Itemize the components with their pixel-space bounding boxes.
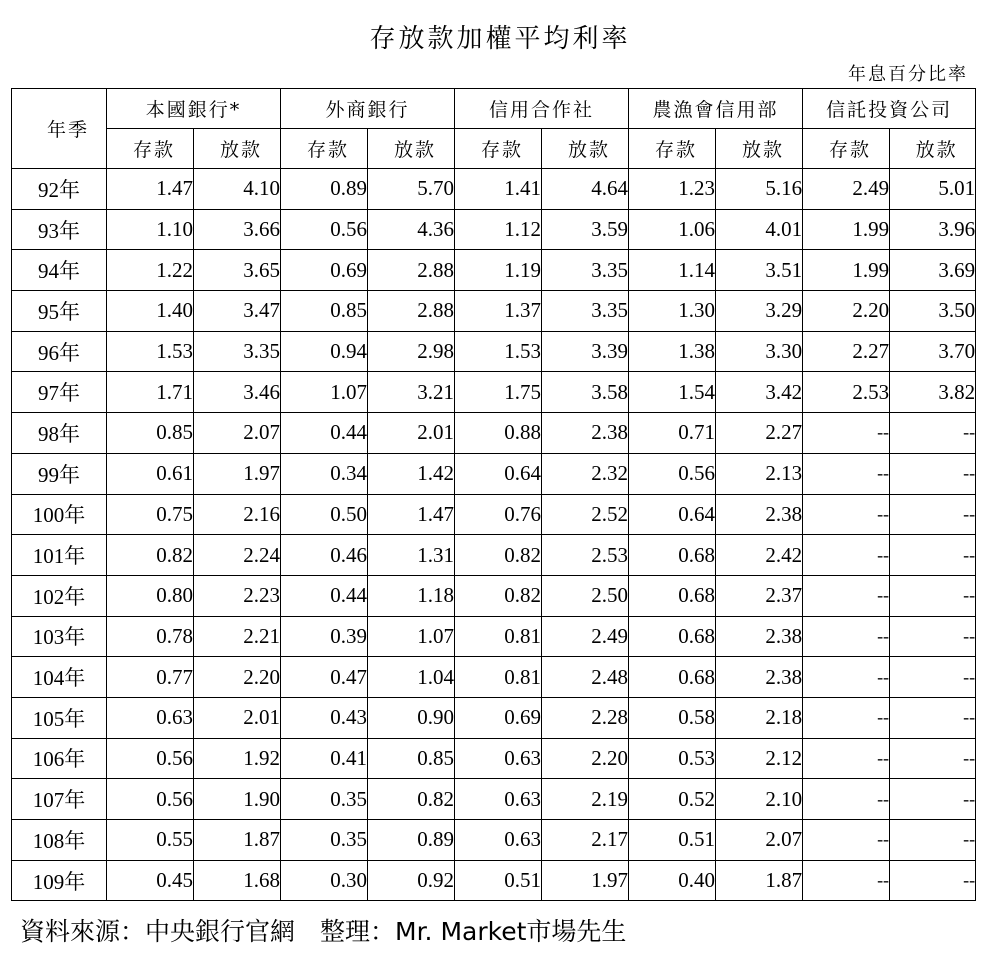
loan-rate-cell: 3.69 <box>890 250 976 291</box>
table-row <box>12 697 976 738</box>
deposit-rate-cell: 0.88 <box>455 413 542 454</box>
loan-rate-cell: 3.47 <box>194 291 281 332</box>
table-row <box>12 209 976 250</box>
loan-rate-cell: 2.48 <box>542 657 629 698</box>
deposit-rate-cell: 0.69 <box>455 697 542 738</box>
deposit-rate-cell: 1.54 <box>629 372 716 413</box>
group-header-credit-cooperatives: 信用合作社 <box>455 89 629 129</box>
loan-rate-cell: 1.31 <box>368 535 455 576</box>
loan-rate-cell: 1.92 <box>194 738 281 779</box>
loan-rate-cell: 2.23 <box>194 575 281 616</box>
deposit-rate-cell: -- <box>803 860 890 901</box>
deposit-rate-cell: -- <box>803 779 890 820</box>
deposit-subheader: 存款 <box>803 129 890 169</box>
loan-rate-cell: 3.39 <box>542 331 629 372</box>
deposit-rate-cell: 0.46 <box>281 535 368 576</box>
year-cell: 105年 <box>12 697 107 738</box>
deposit-subheader: 存款 <box>107 129 194 169</box>
deposit-rate-cell: 0.82 <box>455 535 542 576</box>
loan-rate-cell: -- <box>890 494 976 535</box>
deposit-rate-cell: 1.47 <box>107 169 194 210</box>
table-row <box>12 372 976 413</box>
loan-rate-cell: 5.16 <box>716 169 803 210</box>
year-cell: 107年 <box>12 779 107 820</box>
page-title: 存放款加權平均利率 <box>369 24 631 54</box>
loan-rate-cell: 2.01 <box>368 413 455 454</box>
loan-rate-cell: 1.18 <box>368 575 455 616</box>
loan-rate-cell: 1.97 <box>194 453 281 494</box>
loan-rate-cell: 2.10 <box>716 779 803 820</box>
deposit-rate-cell: -- <box>803 575 890 616</box>
loan-rate-cell: 2.88 <box>368 291 455 332</box>
deposit-rate-cell: 0.30 <box>281 860 368 901</box>
deposit-rate-cell: 0.85 <box>281 291 368 332</box>
deposit-rate-cell: 0.68 <box>629 616 716 657</box>
deposit-rate-cell: -- <box>803 616 890 657</box>
loan-rate-cell: 0.90 <box>368 697 455 738</box>
loan-rate-cell: 2.88 <box>368 250 455 291</box>
loan-rate-cell: 3.30 <box>716 331 803 372</box>
table-row <box>12 331 976 372</box>
loan-rate-cell: 2.20 <box>542 738 629 779</box>
loan-subheader: 放款 <box>194 129 281 169</box>
deposit-rate-cell: 1.07 <box>281 372 368 413</box>
year-cell: 108年 <box>12 820 107 861</box>
deposit-rate-cell: 0.39 <box>281 616 368 657</box>
year-cell: 99年 <box>12 453 107 494</box>
loan-rate-cell: -- <box>890 616 976 657</box>
deposit-rate-cell: 0.89 <box>281 169 368 210</box>
table-row <box>12 250 976 291</box>
loan-rate-cell: 3.66 <box>194 209 281 250</box>
loan-rate-cell: 3.51 <box>716 250 803 291</box>
group-header-farmers-fishermen-credit: 農漁會信用部 <box>629 89 803 129</box>
loan-rate-cell: 5.70 <box>368 169 455 210</box>
loan-rate-cell: 4.64 <box>542 169 629 210</box>
deposit-rate-cell: 0.69 <box>281 250 368 291</box>
loan-rate-cell: 2.20 <box>194 657 281 698</box>
loan-rate-cell: 2.21 <box>194 616 281 657</box>
deposit-rate-cell: 1.53 <box>455 331 542 372</box>
loan-rate-cell: 4.10 <box>194 169 281 210</box>
deposit-rate-cell: 0.61 <box>107 453 194 494</box>
loan-rate-cell: 2.13 <box>716 453 803 494</box>
deposit-rate-cell: -- <box>803 453 890 494</box>
deposit-rate-cell: 2.20 <box>803 291 890 332</box>
loan-rate-cell: 2.24 <box>194 535 281 576</box>
deposit-rate-cell: 0.63 <box>455 820 542 861</box>
year-cell: 100年 <box>12 494 107 535</box>
loan-rate-cell: 2.18 <box>716 697 803 738</box>
year-cell: 109年 <box>12 860 107 901</box>
loan-rate-cell: 1.04 <box>368 657 455 698</box>
deposit-rate-cell: 2.49 <box>803 169 890 210</box>
loan-rate-cell: -- <box>890 535 976 576</box>
loan-rate-cell: 2.53 <box>542 535 629 576</box>
loan-rate-cell: 0.89 <box>368 820 455 861</box>
rates-table <box>11 88 976 901</box>
loan-subheader: 放款 <box>716 129 803 169</box>
loan-subheader: 放款 <box>368 129 455 169</box>
loan-rate-cell: 2.27 <box>716 413 803 454</box>
deposit-rate-cell: 0.35 <box>281 820 368 861</box>
loan-rate-cell: 2.32 <box>542 453 629 494</box>
loan-rate-cell: 3.70 <box>890 331 976 372</box>
deposit-rate-cell: 0.35 <box>281 779 368 820</box>
deposit-rate-cell: 1.19 <box>455 250 542 291</box>
deposit-rate-cell: 0.51 <box>455 860 542 901</box>
table-row <box>12 291 976 332</box>
deposit-rate-cell: 2.53 <box>803 372 890 413</box>
year-cell: 95年 <box>12 291 107 332</box>
loan-rate-cell: 2.01 <box>194 697 281 738</box>
deposit-rate-cell: 0.43 <box>281 697 368 738</box>
deposit-rate-cell: -- <box>803 535 890 576</box>
loan-rate-cell: 4.36 <box>368 209 455 250</box>
deposit-rate-cell: 1.53 <box>107 331 194 372</box>
deposit-rate-cell: -- <box>803 413 890 454</box>
loan-rate-cell: 5.01 <box>890 169 976 210</box>
loan-rate-cell: 3.65 <box>194 250 281 291</box>
deposit-rate-cell: 0.56 <box>281 209 368 250</box>
deposit-rate-cell: -- <box>803 657 890 698</box>
deposit-rate-cell: 0.64 <box>455 453 542 494</box>
deposit-rate-cell: 0.56 <box>629 453 716 494</box>
table-row <box>12 453 976 494</box>
table-row <box>12 575 976 616</box>
deposit-rate-cell: 0.81 <box>455 616 542 657</box>
deposit-rate-cell: 0.64 <box>629 494 716 535</box>
deposit-rate-cell: 0.56 <box>107 779 194 820</box>
table-row <box>12 860 976 901</box>
loan-rate-cell: 2.17 <box>542 820 629 861</box>
deposit-rate-cell: 0.77 <box>107 657 194 698</box>
loan-rate-cell: 1.87 <box>716 860 803 901</box>
year-cell: 96年 <box>12 331 107 372</box>
loan-rate-cell: 1.90 <box>194 779 281 820</box>
deposit-rate-cell: 0.68 <box>629 535 716 576</box>
deposit-rate-cell: 0.78 <box>107 616 194 657</box>
deposit-rate-cell: -- <box>803 738 890 779</box>
loan-rate-cell: 2.38 <box>716 616 803 657</box>
deposit-rate-cell: 0.94 <box>281 331 368 372</box>
table-row <box>12 494 976 535</box>
deposit-rate-cell: 1.12 <box>455 209 542 250</box>
loan-rate-cell: 3.21 <box>368 372 455 413</box>
loan-rate-cell: 2.38 <box>716 657 803 698</box>
year-cell: 98年 <box>12 413 107 454</box>
deposit-rate-cell: 0.63 <box>455 738 542 779</box>
loan-rate-cell: 3.59 <box>542 209 629 250</box>
deposit-rate-cell: 1.41 <box>455 169 542 210</box>
loan-rate-cell: 2.98 <box>368 331 455 372</box>
deposit-rate-cell: 1.10 <box>107 209 194 250</box>
deposit-rate-cell: 0.76 <box>455 494 542 535</box>
deposit-rate-cell: 0.41 <box>281 738 368 779</box>
deposit-rate-cell: 1.99 <box>803 209 890 250</box>
loan-rate-cell: 1.07 <box>368 616 455 657</box>
loan-rate-cell: -- <box>890 657 976 698</box>
year-cell: 104年 <box>12 657 107 698</box>
table-row <box>12 657 976 698</box>
loan-rate-cell: -- <box>890 738 976 779</box>
year-cell: 94年 <box>12 250 107 291</box>
deposit-rate-cell: 0.34 <box>281 453 368 494</box>
loan-rate-cell: 0.92 <box>368 860 455 901</box>
loan-rate-cell: 2.38 <box>542 413 629 454</box>
deposit-rate-cell: 2.27 <box>803 331 890 372</box>
deposit-rate-cell: 0.53 <box>629 738 716 779</box>
loan-rate-cell: 1.97 <box>542 860 629 901</box>
table-row <box>12 820 976 861</box>
deposit-rate-cell: 0.44 <box>281 575 368 616</box>
deposit-rate-cell: 1.40 <box>107 291 194 332</box>
loan-rate-cell: 3.50 <box>890 291 976 332</box>
loan-rate-cell: 2.19 <box>542 779 629 820</box>
loan-rate-cell: 3.58 <box>542 372 629 413</box>
group-header-trust-investment: 信託投資公司 <box>803 89 976 129</box>
deposit-rate-cell: 0.82 <box>455 575 542 616</box>
loan-rate-cell: 2.37 <box>716 575 803 616</box>
table-row <box>12 535 976 576</box>
loan-rate-cell: 2.49 <box>542 616 629 657</box>
loan-rate-cell: 2.52 <box>542 494 629 535</box>
year-cell: 92年 <box>12 169 107 210</box>
loan-rate-cell: -- <box>890 860 976 901</box>
loan-rate-cell: 3.35 <box>542 250 629 291</box>
loan-rate-cell: 3.35 <box>194 331 281 372</box>
loan-rate-cell: 2.28 <box>542 697 629 738</box>
deposit-rate-cell: 0.55 <box>107 820 194 861</box>
year-column-header: 年季 <box>12 89 107 169</box>
loan-rate-cell: 3.29 <box>716 291 803 332</box>
deposit-rate-cell: 0.56 <box>107 738 194 779</box>
loan-rate-cell: 2.50 <box>542 575 629 616</box>
deposit-rate-cell: -- <box>803 697 890 738</box>
deposit-rate-cell: 0.44 <box>281 413 368 454</box>
loan-rate-cell: 2.42 <box>716 535 803 576</box>
deposit-rate-cell: -- <box>803 494 890 535</box>
deposit-rate-cell: 1.38 <box>629 331 716 372</box>
deposit-rate-cell: 0.81 <box>455 657 542 698</box>
loan-rate-cell: 2.07 <box>194 413 281 454</box>
deposit-rate-cell: 1.22 <box>107 250 194 291</box>
loan-rate-cell: 2.07 <box>716 820 803 861</box>
deposit-rate-cell: 0.85 <box>107 413 194 454</box>
deposit-rate-cell: 0.71 <box>629 413 716 454</box>
loan-rate-cell: 1.42 <box>368 453 455 494</box>
loan-rate-cell: -- <box>890 779 976 820</box>
deposit-rate-cell: 0.50 <box>281 494 368 535</box>
deposit-rate-cell: 1.37 <box>455 291 542 332</box>
deposit-rate-cell: 1.71 <box>107 372 194 413</box>
deposit-rate-cell: 0.68 <box>629 657 716 698</box>
deposit-rate-cell: 0.51 <box>629 820 716 861</box>
loan-rate-cell: 2.12 <box>716 738 803 779</box>
table-row <box>12 779 976 820</box>
loan-rate-cell: 3.82 <box>890 372 976 413</box>
loan-rate-cell: -- <box>890 453 976 494</box>
deposit-rate-cell: 0.75 <box>107 494 194 535</box>
loan-rate-cell: 2.38 <box>716 494 803 535</box>
table-row <box>12 413 976 454</box>
loan-subheader: 放款 <box>890 129 976 169</box>
deposit-rate-cell: 0.40 <box>629 860 716 901</box>
table-body <box>12 169 976 901</box>
deposit-rate-cell: 0.68 <box>629 575 716 616</box>
loan-rate-cell: -- <box>890 413 976 454</box>
deposit-rate-cell: 0.47 <box>281 657 368 698</box>
deposit-rate-cell: 1.06 <box>629 209 716 250</box>
deposit-rate-cell: 0.63 <box>455 779 542 820</box>
loan-rate-cell: 3.96 <box>890 209 976 250</box>
year-cell: 101年 <box>12 535 107 576</box>
loan-rate-cell: -- <box>890 697 976 738</box>
deposit-subheader: 存款 <box>629 129 716 169</box>
loan-rate-cell: 3.35 <box>542 291 629 332</box>
year-cell: 93年 <box>12 209 107 250</box>
loan-rate-cell: 4.01 <box>716 209 803 250</box>
deposit-subheader: 存款 <box>455 129 542 169</box>
deposit-rate-cell: 1.23 <box>629 169 716 210</box>
table-row <box>12 616 976 657</box>
table-row <box>12 169 976 210</box>
deposit-rate-cell: 0.52 <box>629 779 716 820</box>
loan-subheader: 放款 <box>542 129 629 169</box>
loan-rate-cell: 2.16 <box>194 494 281 535</box>
deposit-rate-cell: 1.75 <box>455 372 542 413</box>
table-row <box>12 738 976 779</box>
loan-rate-cell: 0.82 <box>368 779 455 820</box>
deposit-rate-cell: 0.82 <box>107 535 194 576</box>
deposit-rate-cell: 0.58 <box>629 697 716 738</box>
loan-rate-cell: 3.46 <box>194 372 281 413</box>
loan-rate-cell: 1.87 <box>194 820 281 861</box>
deposit-rate-cell: 0.45 <box>107 860 194 901</box>
deposit-rate-cell: 1.99 <box>803 250 890 291</box>
deposit-subheader: 存款 <box>281 129 368 169</box>
deposit-rate-cell: 1.14 <box>629 250 716 291</box>
source-note: 資料來源：中央銀行官網 整理：Mr. Market市場先生 <box>20 917 627 946</box>
deposit-rate-cell: 0.63 <box>107 697 194 738</box>
unit-label: 年息百分比率 <box>848 64 968 85</box>
year-cell: 102年 <box>12 575 107 616</box>
year-cell: 106年 <box>12 738 107 779</box>
loan-rate-cell: -- <box>890 820 976 861</box>
loan-rate-cell: 0.85 <box>368 738 455 779</box>
deposit-rate-cell: -- <box>803 820 890 861</box>
loan-rate-cell: 1.47 <box>368 494 455 535</box>
year-cell: 103年 <box>12 616 107 657</box>
year-cell: 97年 <box>12 372 107 413</box>
loan-rate-cell: 3.42 <box>716 372 803 413</box>
group-header-foreign-banks: 外商銀行 <box>281 89 455 129</box>
deposit-rate-cell: 1.30 <box>629 291 716 332</box>
group-header-domestic-banks: 本國銀行* <box>107 89 281 129</box>
loan-rate-cell: -- <box>890 575 976 616</box>
deposit-rate-cell: 0.80 <box>107 575 194 616</box>
loan-rate-cell: 1.68 <box>194 860 281 901</box>
